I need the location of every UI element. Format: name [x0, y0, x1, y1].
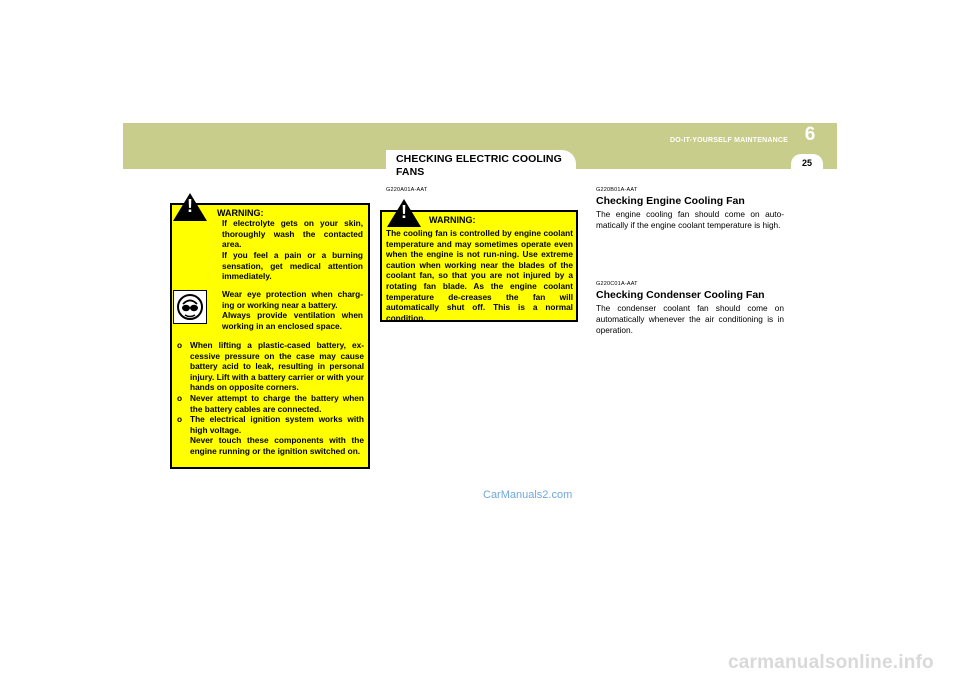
condenser-cooling-fan-text: The condenser coolant fan should come on automatically whenever the air conditioning is in operation. [596, 303, 784, 335]
section-code: G220B01A-AAT [596, 187, 638, 193]
page-number: 25 [801, 158, 812, 168]
bullet-ignition-voltage: The electrical ignition system works with high voltage. [190, 414, 364, 435]
warning-paragraph-burning: If you feel a pain or a burning sensation, get medical attention immediately. [222, 250, 363, 282]
warning-paragraph-eye-protection: Wear eye protection when charg-ing or working near a battery. [222, 289, 363, 310]
chapter-number: 6 [804, 124, 816, 145]
bullet-marker: o [177, 340, 183, 350]
section-code: G220A01A-AAT [386, 187, 428, 193]
watermark-carmanualsonline: carmanualsonline.info [728, 652, 934, 673]
warning-paragraph-ventilation: Always provide ventilation when working in an enclosed space. [222, 310, 363, 331]
engine-cooling-fan-heading: Checking Engine Cooling Fan [596, 195, 745, 207]
bullet-battery-lifting: When lifting a plastic-cased battery, ex-cessive pressure on the case may cause battery acid to leak, resulting in personal injury. Lift with a battery carrier or with your hands on opposite corners. [190, 340, 364, 393]
engine-cooling-fan-text: The engine cooling fan should come on auto-matically if the engine coolant temperature is high. [596, 209, 784, 230]
section-code: G220C01A-AAT [596, 281, 638, 287]
warning-heading: WARNING: [217, 208, 264, 218]
bullet-charging: Never attempt to charge the battery when the battery cables are connected. [190, 393, 364, 414]
bullet-marker: o [177, 414, 183, 424]
exclamation-icon: ! [401, 202, 407, 222]
warning-heading: WARNING: [429, 215, 476, 225]
bullet-marker: o [177, 393, 183, 403]
cooling-fan-warning-text: The cooling fan is controlled by engine coolant temperature and may sometimes operate even when the engine is not run-ning. Use extreme caution when working near the blades of the coolant fan, so that you are not injured by a rotating fan blade. As the engine coolant temperature de-creases the fan will automatically shut off. This is a normal condition. [386, 228, 573, 323]
chapter-label: DO-IT-YOURSELF MAINTENANCE [670, 137, 788, 144]
eye-protection-goggles-icon [173, 290, 207, 324]
exclamation-icon: ! [187, 196, 193, 216]
bullet-ignition-touch: Never touch these components with the engine running or the ignition switched on. [190, 435, 364, 456]
watermark-carmanuals2[interactable]: CarManuals2.com [483, 489, 573, 501]
condenser-cooling-fan-heading: Checking Condenser Cooling Fan [596, 289, 765, 301]
section-title: CHECKING ELECTRIC COOLING FANS [396, 153, 562, 178]
warning-paragraph-skin: If electrolyte gets on your skin, thoroughly wash the contacted area. [222, 218, 363, 250]
